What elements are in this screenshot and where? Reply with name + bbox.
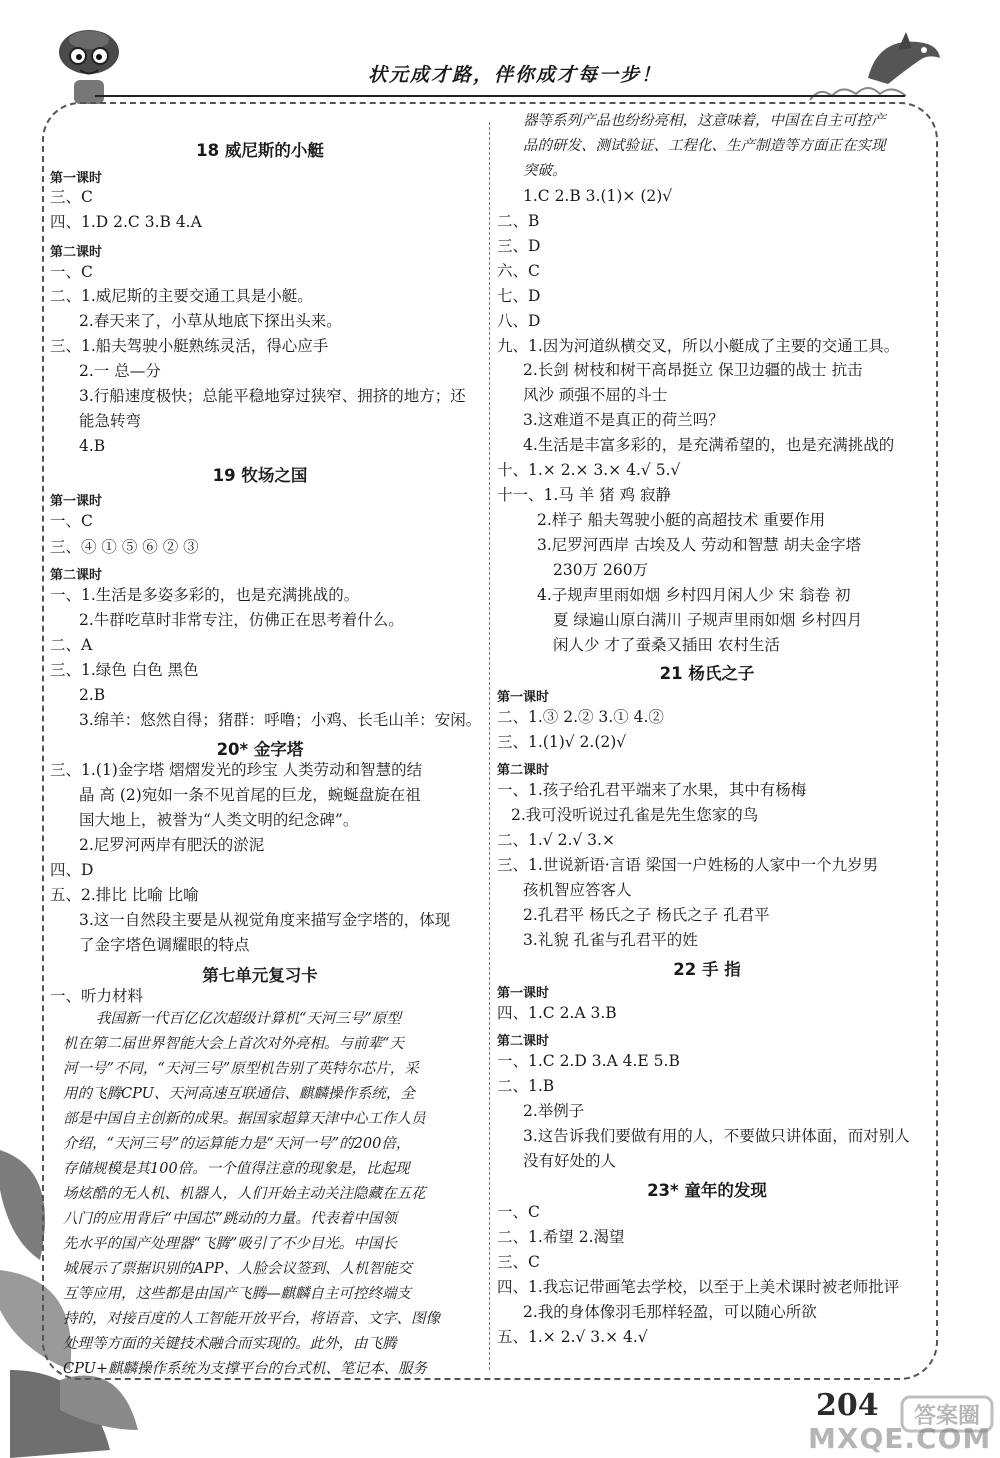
listening-passage-line: 场炫酷的无人机、机器人，人们开始主动关注隐藏在五花 [63, 1186, 426, 1202]
section-heading: 18 威尼斯的小艇 [196, 141, 324, 160]
listening-passage-line: 突破。 [523, 163, 567, 179]
answer-line: 四、1.C 2.A 3.B [497, 1004, 617, 1022]
answer-line: 三、④ ① ⑤ ⑥ ② ③ [50, 538, 199, 556]
answer-line: 2.举例子 [523, 1102, 585, 1120]
listening-passage-line: 城展示了票据识别的APP、人脸会议签到、人机智能交 [63, 1261, 412, 1277]
answer-line: 3.这一自然段主要是从视觉角度来描写金字塔的，体现 [79, 911, 451, 929]
listening-passage-line: 互等应用，这些都是由国产飞腾—麒麟自主可控终端支 [63, 1286, 411, 1302]
answer-line: 1.C 2.B 3.(1)× (2)√ [523, 187, 673, 205]
answer-line: 230万 260万 [553, 561, 649, 579]
answer-line: 2.尼罗河两岸有肥沃的淤泥 [79, 836, 265, 854]
answer-line: 四、D [50, 861, 94, 879]
answer-line: 2.春天来了，小草从地底下探出头来。 [79, 312, 342, 330]
answer-line: 2.牛群吃草时非常专注，仿佛正在思考着什么。 [79, 611, 404, 629]
lesson-subheading: 第二课时 [50, 245, 103, 260]
lesson-subheading: 第一课时 [50, 494, 103, 509]
listening-passage-line: 存储规模是其100倍。一个值得注意的现象是，比起现 [63, 1161, 410, 1177]
listening-passage-line: 部是中国自主创新的成果。据国家超算天津中心工作人员 [63, 1111, 426, 1127]
section-heading: 23* 童年的发现 [647, 1181, 767, 1200]
answer-line: 二、1.√ 2.√ 3.× [497, 831, 615, 849]
listening-passage-line: 先水平的国产处理器“飞腾”吸引了不少目光。中国长 [63, 1236, 397, 1252]
answer-line: 能急转弯 [79, 412, 142, 430]
answer-line: 4.子规声里雨如烟 乡村四月闲人少 宋 翁卷 初 [537, 586, 851, 604]
answer-line: 三、1.(1)金字塔 熠熠发光的珍宝 人类劳动和智慧的结 [50, 761, 423, 779]
answer-line: 十一、1.马 羊 猪 鸡 寂静 [497, 486, 671, 504]
answer-line: 二、A [50, 636, 93, 654]
answer-line: 二、1.威尼斯的主要交通工具是小艇。 [50, 287, 313, 305]
answer-line: 一、1.孩子给孔君平端来了水果，其中有杨梅 [497, 781, 807, 799]
listening-passage-line: 处理等方面的关键技术融合而实现的。此外，由飞腾 [63, 1336, 397, 1352]
answer-line: 一、C [50, 263, 93, 281]
lesson-subheading: 第二课时 [497, 1034, 550, 1049]
answer-line: 风沙 顽强不屈的斗士 [523, 386, 668, 404]
answer-line: 2.孔君平 杨氏之子 杨氏之子 孔君平 [523, 906, 770, 924]
lesson-subheading: 第二课时 [50, 568, 103, 583]
answer-line: 一、听力材料 [50, 987, 144, 1005]
answer-line: 晶 高 (2)宛如一条不见首尾的巨龙，蜿蜒盘旋在祖 [79, 786, 421, 804]
answer-line: 一、C [497, 1203, 540, 1221]
answer-line: 2.我可没听说过孔雀是先生您家的鸟 [511, 806, 759, 824]
section-heading: 第七单元复习卡 [202, 966, 318, 985]
answer-line: 了金字塔色调耀眼的特点 [79, 936, 250, 954]
listening-passage-line: CPU+麒麟操作系统为支撑平台的台式机、笔记本、服务 [63, 1361, 427, 1377]
answer-line: 三、1.船夫驾驶小艇熟练灵活，得心应手 [50, 337, 329, 355]
answer-line: 三、D [497, 237, 541, 255]
answer-line: 一、C [50, 512, 93, 530]
answer-line: 三、1.(1)√ 2.(2)√ [497, 733, 627, 751]
answer-line: 2.B [79, 686, 106, 704]
column-divider [489, 122, 490, 1370]
answer-line: 4.生活是丰富多彩的，是充满希望的，也是充满挑战的 [523, 436, 895, 454]
answer-line: 2.长剑 树枝和树干高昂挺立 保卫边疆的战士 抗击 [523, 361, 863, 379]
answer-line: 3.行船速度极快；总能平稳地穿过狭窄、拥挤的地方；还 [79, 387, 466, 405]
answer-line: 二、B [497, 212, 540, 230]
answer-line: 三、C [497, 1253, 540, 1271]
answer-line: 一、1.C 2.D 3.A 4.E 5.B [497, 1052, 680, 1070]
answer-line: 闲人少 才了蚕桑又插田 农村生活 [553, 636, 780, 654]
answer-line: 三、C [50, 188, 93, 206]
answer-line: 4.B [79, 437, 106, 455]
answer-line: 3.这难道不是真正的荷兰吗？ [523, 411, 724, 429]
answer-line: 三、1.绿色 白色 黑色 [50, 661, 199, 679]
answer-line: 四、1.我忘记带画笔去学校，以至于上美术课时被老师批评 [497, 1278, 900, 1296]
header-rule [95, 95, 905, 97]
lesson-subheading: 第二课时 [497, 763, 550, 778]
lesson-subheading: 第一课时 [497, 690, 550, 705]
listening-passage-line: 我国新一代百亿亿次超级计算机“天河三号”原型 [96, 1011, 401, 1027]
listening-passage-line: 介绍，“天河三号”的运算能力是“天河一号”的200倍， [63, 1136, 411, 1152]
section-heading: 21 杨氏之子 [659, 664, 755, 683]
answer-line: 四、1.D 2.C 3.B 4.A [50, 213, 202, 231]
answer-line: 十、1.× 2.× 3.× 4.√ 5.√ [497, 461, 681, 479]
section-heading: 22 手 指 [673, 960, 741, 979]
answer-line: 3.尼罗河西岸 古埃及人 劳动和智慧 胡夫金字塔 [537, 536, 862, 554]
answer-line: 七、D [497, 287, 541, 305]
answer-line: 二、1.希望 2.渴望 [497, 1228, 625, 1246]
section-heading: 20* 金字塔 [216, 740, 304, 759]
answer-line: 五、1.× 2.√ 3.× 4.√ [497, 1328, 648, 1346]
listening-passage-line: 河一号”不同，“天河三号”原型机告别了英特尔芯片，采 [63, 1061, 419, 1077]
lesson-subheading: 第一课时 [50, 171, 103, 186]
header-motto: 状元成才路，伴你成才每一步！ [368, 64, 663, 86]
page-number: 204 [816, 1388, 879, 1423]
answer-line: 八、D [497, 312, 541, 330]
answer-line: 2.我的身体像羽毛那样轻盈，可以随心所欲 [523, 1303, 817, 1321]
listening-passage-line: 机在第二届世界智能大会上首次对外亮相。与前辈“天 [63, 1036, 404, 1052]
listening-passage-line: 八门的应用背后“中国芯”跳动的力量。代表着中国领 [63, 1211, 397, 1227]
answer-line: 2.一 总—分 [79, 362, 161, 380]
answer-line: 3.绵羊：悠然自得；猪群：呼噜；小鸡、长毛山羊：安闲。 [79, 711, 482, 729]
watermark-url: MXQE.COM [808, 1422, 992, 1455]
answer-line: 夏 绿遍山原白满川 子规声里雨如烟 乡村四月 [553, 611, 863, 629]
answer-line: 九、1.因为河道纵横交叉，所以小艇成了主要的交通工具。 [497, 337, 900, 355]
answer-line: 没有好处的人 [523, 1152, 617, 1170]
listening-passage-line: 器等系列产品也纷纷亮相，这意味着，中国在自主可控产 [523, 113, 886, 129]
answer-line: 3.礼貌 孔雀与孔君平的姓 [523, 931, 698, 949]
answer-line: 六、C [497, 262, 540, 280]
answer-line: 五、2.排比 比喻 比喻 [50, 886, 199, 904]
answer-line: 三、1.世说新语·言语 梁国一户姓杨的人家中一个九岁男 [497, 856, 879, 874]
answer-line: 一、1.生活是多姿多彩的，也是充满挑战的。 [50, 586, 360, 604]
answer-line: 2.样子 船夫驾驶小艇的高超技术 重要作用 [537, 511, 826, 529]
watermark-logo-text: 答案圈 [913, 1404, 981, 1429]
answer-line: 二、1.③ 2.② 3.① 4.② [497, 708, 664, 726]
answer-line: 国大地上，被誉为“人类文明的纪念碑”。 [79, 811, 359, 829]
listening-passage-line: 品的研发、测试验证、工程化、生产制造等方面正在实现 [523, 138, 886, 154]
answer-line: 3.这告诉我们要做有用的人，不要做只讲体面，而对别人 [523, 1127, 910, 1145]
listening-passage-line: 持的，对接百度的人工智能开放平台，将语音、文字、图像 [63, 1311, 440, 1327]
lesson-subheading: 第一课时 [497, 986, 550, 1001]
listening-passage-line: 用的飞腾CPU、天河高速互联通信、麒麟操作系统，全 [63, 1086, 415, 1102]
answer-line: 孩机智应答客人 [523, 881, 632, 899]
answer-line: 二、1.B [497, 1077, 555, 1095]
section-heading: 19 牧场之国 [212, 466, 308, 485]
